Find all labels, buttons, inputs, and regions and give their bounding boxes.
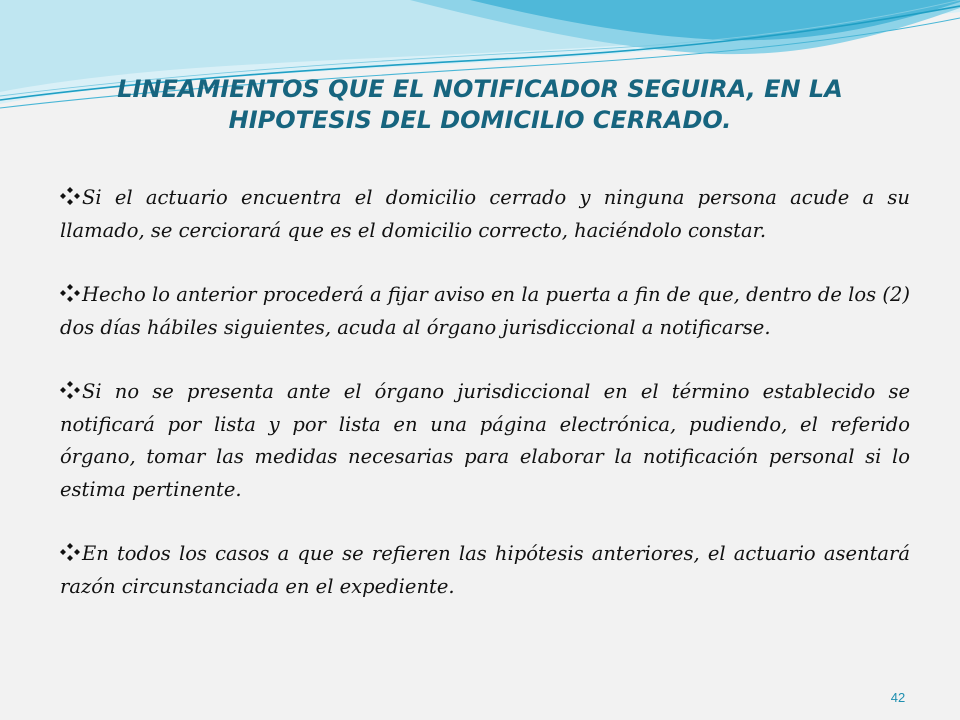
bullet-text: Si no se presenta ante el órgano jurisdiccional en el término establecido se notificará por lista y por lista en una página electrónica, pudiendo, el referido órgano, tomar las medidas necesarias para elaborar la notificación personal si lo estima pertinente. bbox=[60, 380, 910, 501]
bullet-item bbox=[60, 182, 910, 247]
bullet-text: Si el actuario encuentra el domicilio cerrado y ninguna persona acude a su llamado, se cerciorará que es el domicilio correcto, haciéndolo constar. bbox=[60, 186, 910, 242]
four-diamond-bullet-icon bbox=[60, 187, 80, 205]
bullet-text: En todos los casos a que se refieren las hipótesis anteriores, el actuario asentará razón circunstanciada en el expediente. bbox=[60, 542, 910, 598]
bullet-item bbox=[60, 538, 910, 603]
bullet-item bbox=[60, 376, 910, 506]
page-number: 42 bbox=[890, 690, 906, 705]
four-diamond-bullet-icon bbox=[60, 381, 80, 399]
four-diamond-bullet-icon bbox=[60, 543, 80, 561]
slide-title-line-1: LINEAMIENTOS QUE EL NOTIFICADOR SEGUIRA, EN LA bbox=[117, 75, 843, 103]
bullet-text: Hecho lo anterior procederá a fijar aviso en la puerta a fin de que, dentro de los (2) dos días hábiles siguientes, acuda al órgano jurisdiccional a notificarse. bbox=[60, 283, 910, 339]
bullet-list bbox=[60, 182, 910, 635]
slide-title-line-2: HIPOTESIS DEL DOMICILIO CERRADO. bbox=[228, 106, 732, 134]
four-diamond-bullet-icon bbox=[60, 284, 80, 302]
bullet-item bbox=[60, 279, 910, 344]
slide-title bbox=[60, 74, 900, 136]
